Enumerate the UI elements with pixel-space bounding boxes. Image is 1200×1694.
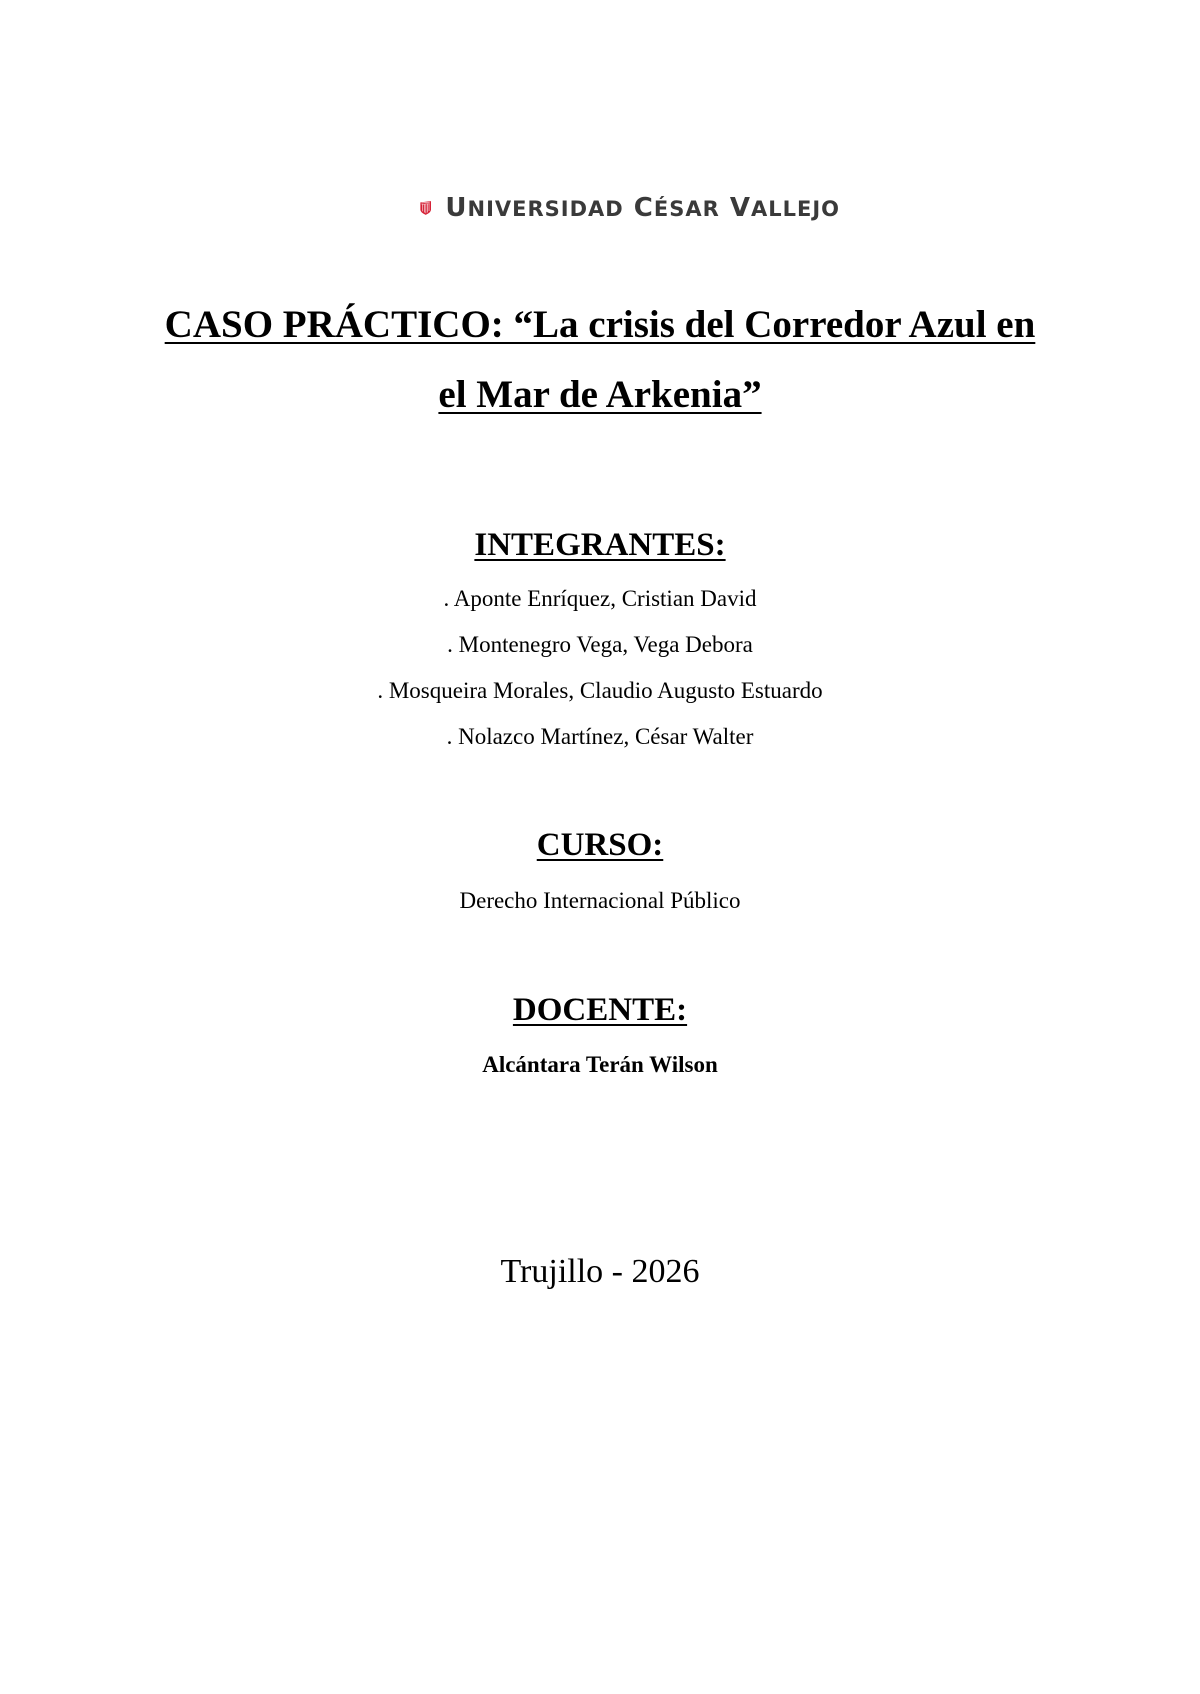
ucv-shield-icon [420, 173, 431, 243]
document-title-line-1: CASO PRÁCTICO: “La crisis del Corredor Azul en [164, 303, 1036, 346]
university-logo [420, 172, 840, 244]
docente-heading: DOCENTE: [512, 992, 688, 1028]
curso-heading: CURSO: [536, 827, 664, 863]
document-title-line-2: el Mar de Arkenia” [438, 373, 762, 416]
docente-value: Alcántara Terán Wilson [482, 1052, 718, 1077]
member-item: . Nolazco Martínez, César Walter [446, 724, 754, 749]
member-item: . Montenegro Vega, Vega Debora [447, 632, 753, 657]
university-name: UNIVERSIDAD CÉSAR VALLEJO [445, 193, 840, 223]
member-item: . Mosqueira Morales, Claudio Augusto Estuardo [377, 678, 823, 703]
member-item: . Aponte Enríquez, Cristian David [443, 586, 757, 611]
place-date: Trujillo - 2026 [500, 1253, 700, 1290]
curso-value: Derecho Internacional Público [459, 888, 741, 913]
integrantes-heading: INTEGRANTES: [474, 527, 726, 563]
